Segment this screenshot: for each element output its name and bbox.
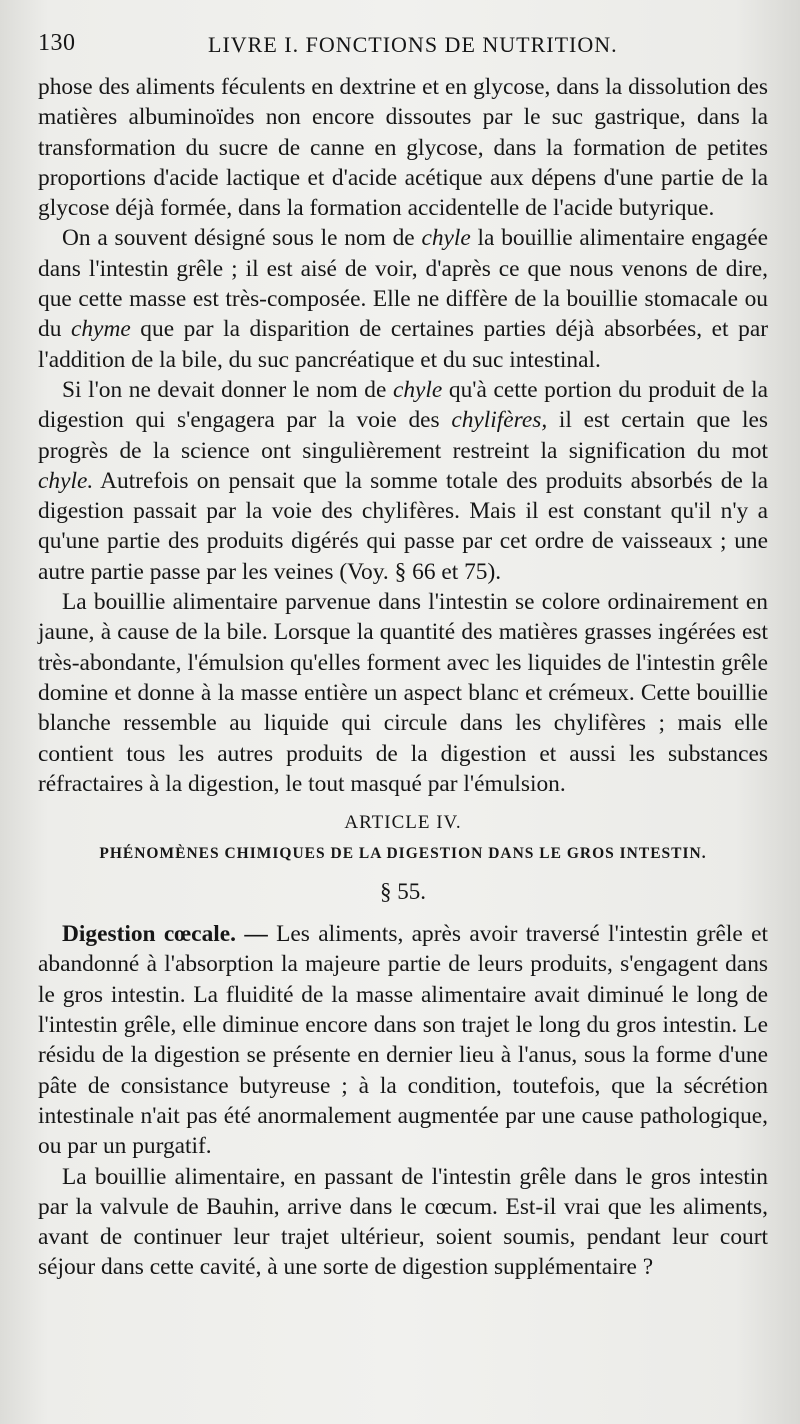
text-run: Si l'on ne devait donner le nom de (62, 376, 393, 403)
article-label: ARTICLE IV. (344, 812, 462, 834)
section-label: § 55. (380, 879, 426, 905)
italic-term: chyle (421, 225, 471, 252)
paragraph-emulsion: La bouillie alimentaire parvenue dans l'intestin se colore ordinairement en jaune, à cause de la bile. Lorsque la quantité des matières grasses ingérées est très-abondante, l'émulsion qu'elles forment avec les liquides de l'intestin grêle domine et donne à la masse entière un aspect blanc et crémeux. Cette bouillie blanche ressemble au liquide qui circule dans les chylifères ; mais elle contient tous les autres produits de la digestion et aussi les substances réfractaires à la digestion, le tout masqué par l'émulsion. (38, 589, 768, 797)
paragraph-bauhin-valve: La bouillie alimentaire, en passant de l'intestin grêle dans le gros intestin par la valvule de Bauhin, arrive dans le cœcum. Est-il vrai que les aliments, avant de continuer leur trajet ultérieur, soient soumis, pendant leur court séjour dans cette cavité, à une sorte de digestion supplémentaire ? (38, 1163, 768, 1281)
paragraph-chyle-definition (38, 223, 768, 374)
running-head: LIVRE I. FONCTIONS DE NUTRITION. (208, 32, 618, 57)
article-title: PHÉNOMÈNES CHIMIQUES DE LA DIGESTION DANS LE GROS INTESTIN. (99, 845, 707, 863)
page-header (38, 30, 760, 64)
paragraph-chyle-meaning (38, 375, 768, 587)
italic-term: chyme (70, 316, 131, 343)
text-run: que par la disparition de certaines parties déjà absorbées, et par l'addition de la bile, du suc pancréatique et du suc intestinal. (38, 316, 768, 373)
text-run: la bouillie alimentaire engagée dans l'intestin grêle ; il est aisé de voir, d'après ce que nous venons de dire, que cette masse est très-composée. Elle ne diffère de la bouillie stomacale ou du (38, 225, 768, 343)
text-run: Les aliments, après avoir traversé l'intestin grêle et abandonné à l'absorption la majeure partie de leurs produits, s'engagent dans le gros intestin. La fluidité de la masse alimentaire avait diminué le long de l'intestin grêle, elle diminue encore dans son trajet le long du gros intestin. Le résidu de la digestion se présente en dernier lieu à l'anus, sous la forme d'une pâte de consistance butyreuse ; à la condition, toutefois, que la sécrétion intestinale n'ait pas été anormalement augmentée par une cause pathologique, ou par un purgatif. (38, 921, 769, 1160)
text-run: il est certain que les progrès de la science ont singulièrement restreint la signification du mot (38, 407, 768, 464)
paragraph-continuation: phose des aliments féculents en dextrine et en glycose, dans la dissolution des matières albuminoïdes non encore dissoutes par le suc gastrique, dans la transformation du sucre de canne en glycose, dans la formation de petites proportions d'acide lactique et d'acide acétique aux dépens d'une partie de la glycose déjà formée, dans la formation accidentelle de l'acide butyrique. (38, 74, 768, 222)
page-body (38, 72, 768, 1283)
paragraph-cecal-digestion (38, 919, 768, 1161)
italic-term: chylifères, (451, 407, 548, 434)
run-in-heading: Digestion cœcale. — (62, 921, 268, 948)
text-run: On a souvent désigné sous le nom de (62, 225, 422, 252)
text-run: Autrefois on pensait que la somme totale des produits absorbés de la digestion passait par la voie des chylifères. Mais il est constant qu'il n'y a qu'une partie des produits digérés qui passe par cet ordre de vaisseaux ; une autre partie passe par les veines (Voy. § 66 et 75). (38, 467, 768, 585)
italic-term: chyle. (38, 467, 94, 494)
italic-term: chyle (392, 376, 443, 403)
page-number: 130 (38, 30, 76, 56)
text-run: qu'à cette portion du produit de la digestion qui s'engagera par la voie des (38, 376, 768, 434)
